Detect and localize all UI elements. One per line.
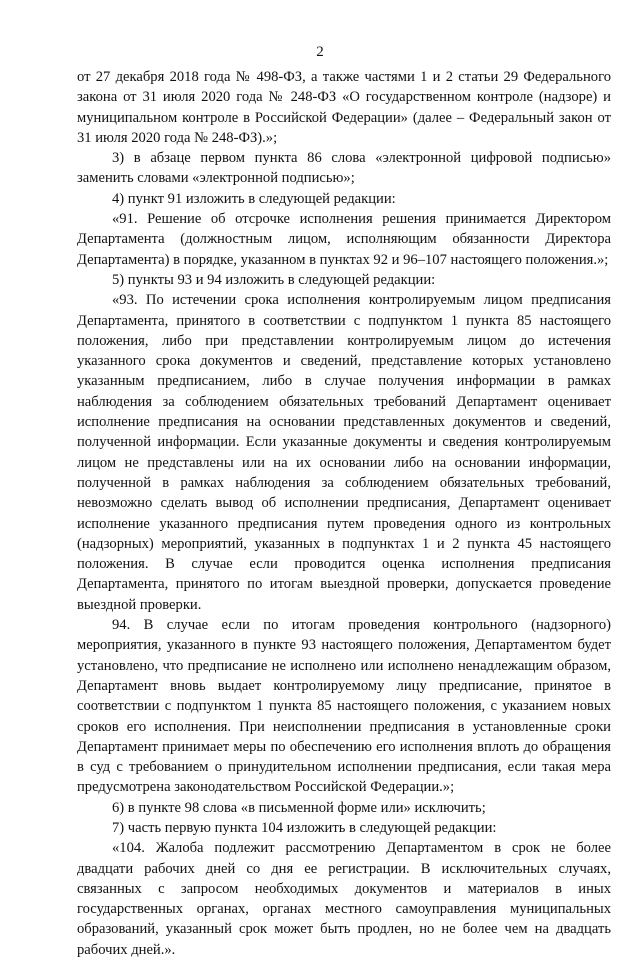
paragraph-item-4: 4) пункт 91 изложить в следующей редакции: xyxy=(112,190,396,207)
paragraph-item-3: 3) в абзаце первом пункта 86 слова «электронной цифровой подписью» заменить словами «электронной подписью»; xyxy=(77,150,611,187)
paragraph-item-5: 5) пункты 93 и 94 изложить в следующей редакции: xyxy=(112,271,436,288)
paragraph-item-7: 7) часть первую пункта 104 изложить в следующей редакции: xyxy=(112,819,497,836)
paragraph-clause-94: 94. В случае если по итогам проведения контрольного (надзорного) мероприятия, указанного в пункте 93 настоящего положения, Департаментом будет установлено, что предписание не исполнено или исполнено ненадлежащим образом, Департамент вновь выдает контролируемому лицу предписание, принятое в соответствии с подпунктом 1 пункта 85 настоящего положения, с указанием новых сроков его исполнения. При неисполнении предписания в установленные сроки Департамент принимает меры по обеспечению его исполнения вплоть до обращения в суд с требованием о принудительном исполнении предписания, если такая мера предусмотрена законодательством Российской Федерации.»; xyxy=(77,617,611,796)
page-number: 2 xyxy=(316,44,324,60)
document-body xyxy=(77,67,611,960)
paragraph-clause-104: «104. Жалоба подлежит рассмотрению Департаментом в срок не более двадцати рабочих дней со дня ее регистрации. В исключительных случаях, связанных с запросом необходимых документов и материалов в иных государственных органах, органах местного самоуправления муниципальных образований, указанный срок может быть продлен, но не более чем на двадцать рабочих дней.». xyxy=(77,840,611,958)
paragraph-law-reference: от 27 декабря 2018 года № 498-ФЗ, а также частями 1 и 2 статьи 29 Федерального закона от 31 июля 2020 года № 248-ФЗ «О государственном контроле (надзоре) и муниципальном контроле в Российской Федерации» (далее – Федеральный закон от 31 июля 2020 года № 248-ФЗ).»; xyxy=(77,69,611,146)
paragraph-clause-93: «93. По истечении срока исполнения контролируемым лицом предписания Департамента, принятого в соответствии с подпунктом 1 пункта 85 настоящего положения, либо при представлении контролируемым лицом до истечения указанного срока документов и сведений, представление которых установлено указанным предписанием, либо в случае получения информации в рамках наблюдения за соблюдением обязательных требований Департамент оценивает исполнение предписания на основании представленных документов и сведений, полученной информации. Если указанные документы и сведения контролируемым лицом не представлены или на их основании либо на основании информации, полученной в рамках наблюдения за соблюдением обязательных требований, невозможно сделать вывод об исполнении предписания, Департамент оценивает исполнение указанного предписания путем проведения одного из контрольных (надзорных) мероприятий, указанных в подпунктах 1 и 2 пункта 45 настоящего положения. В случае если проводится оценка исполнения предписания Департамента, принятого по итогам выездной проверки, допускается проведение выездной проверки. xyxy=(77,292,611,613)
paragraph-item-6: 6) в пункте 98 слова «в письменной форме или» исключить; xyxy=(112,799,486,816)
paragraph-clause-91: «91. Решение об отсрочке исполнения решения принимается Директором Департамента (должностным лицом, исполняющим обязанности Директора Департамента) в порядке, указанном в пунктах 92 и 96–107 настоящего положения.»; xyxy=(77,211,611,268)
